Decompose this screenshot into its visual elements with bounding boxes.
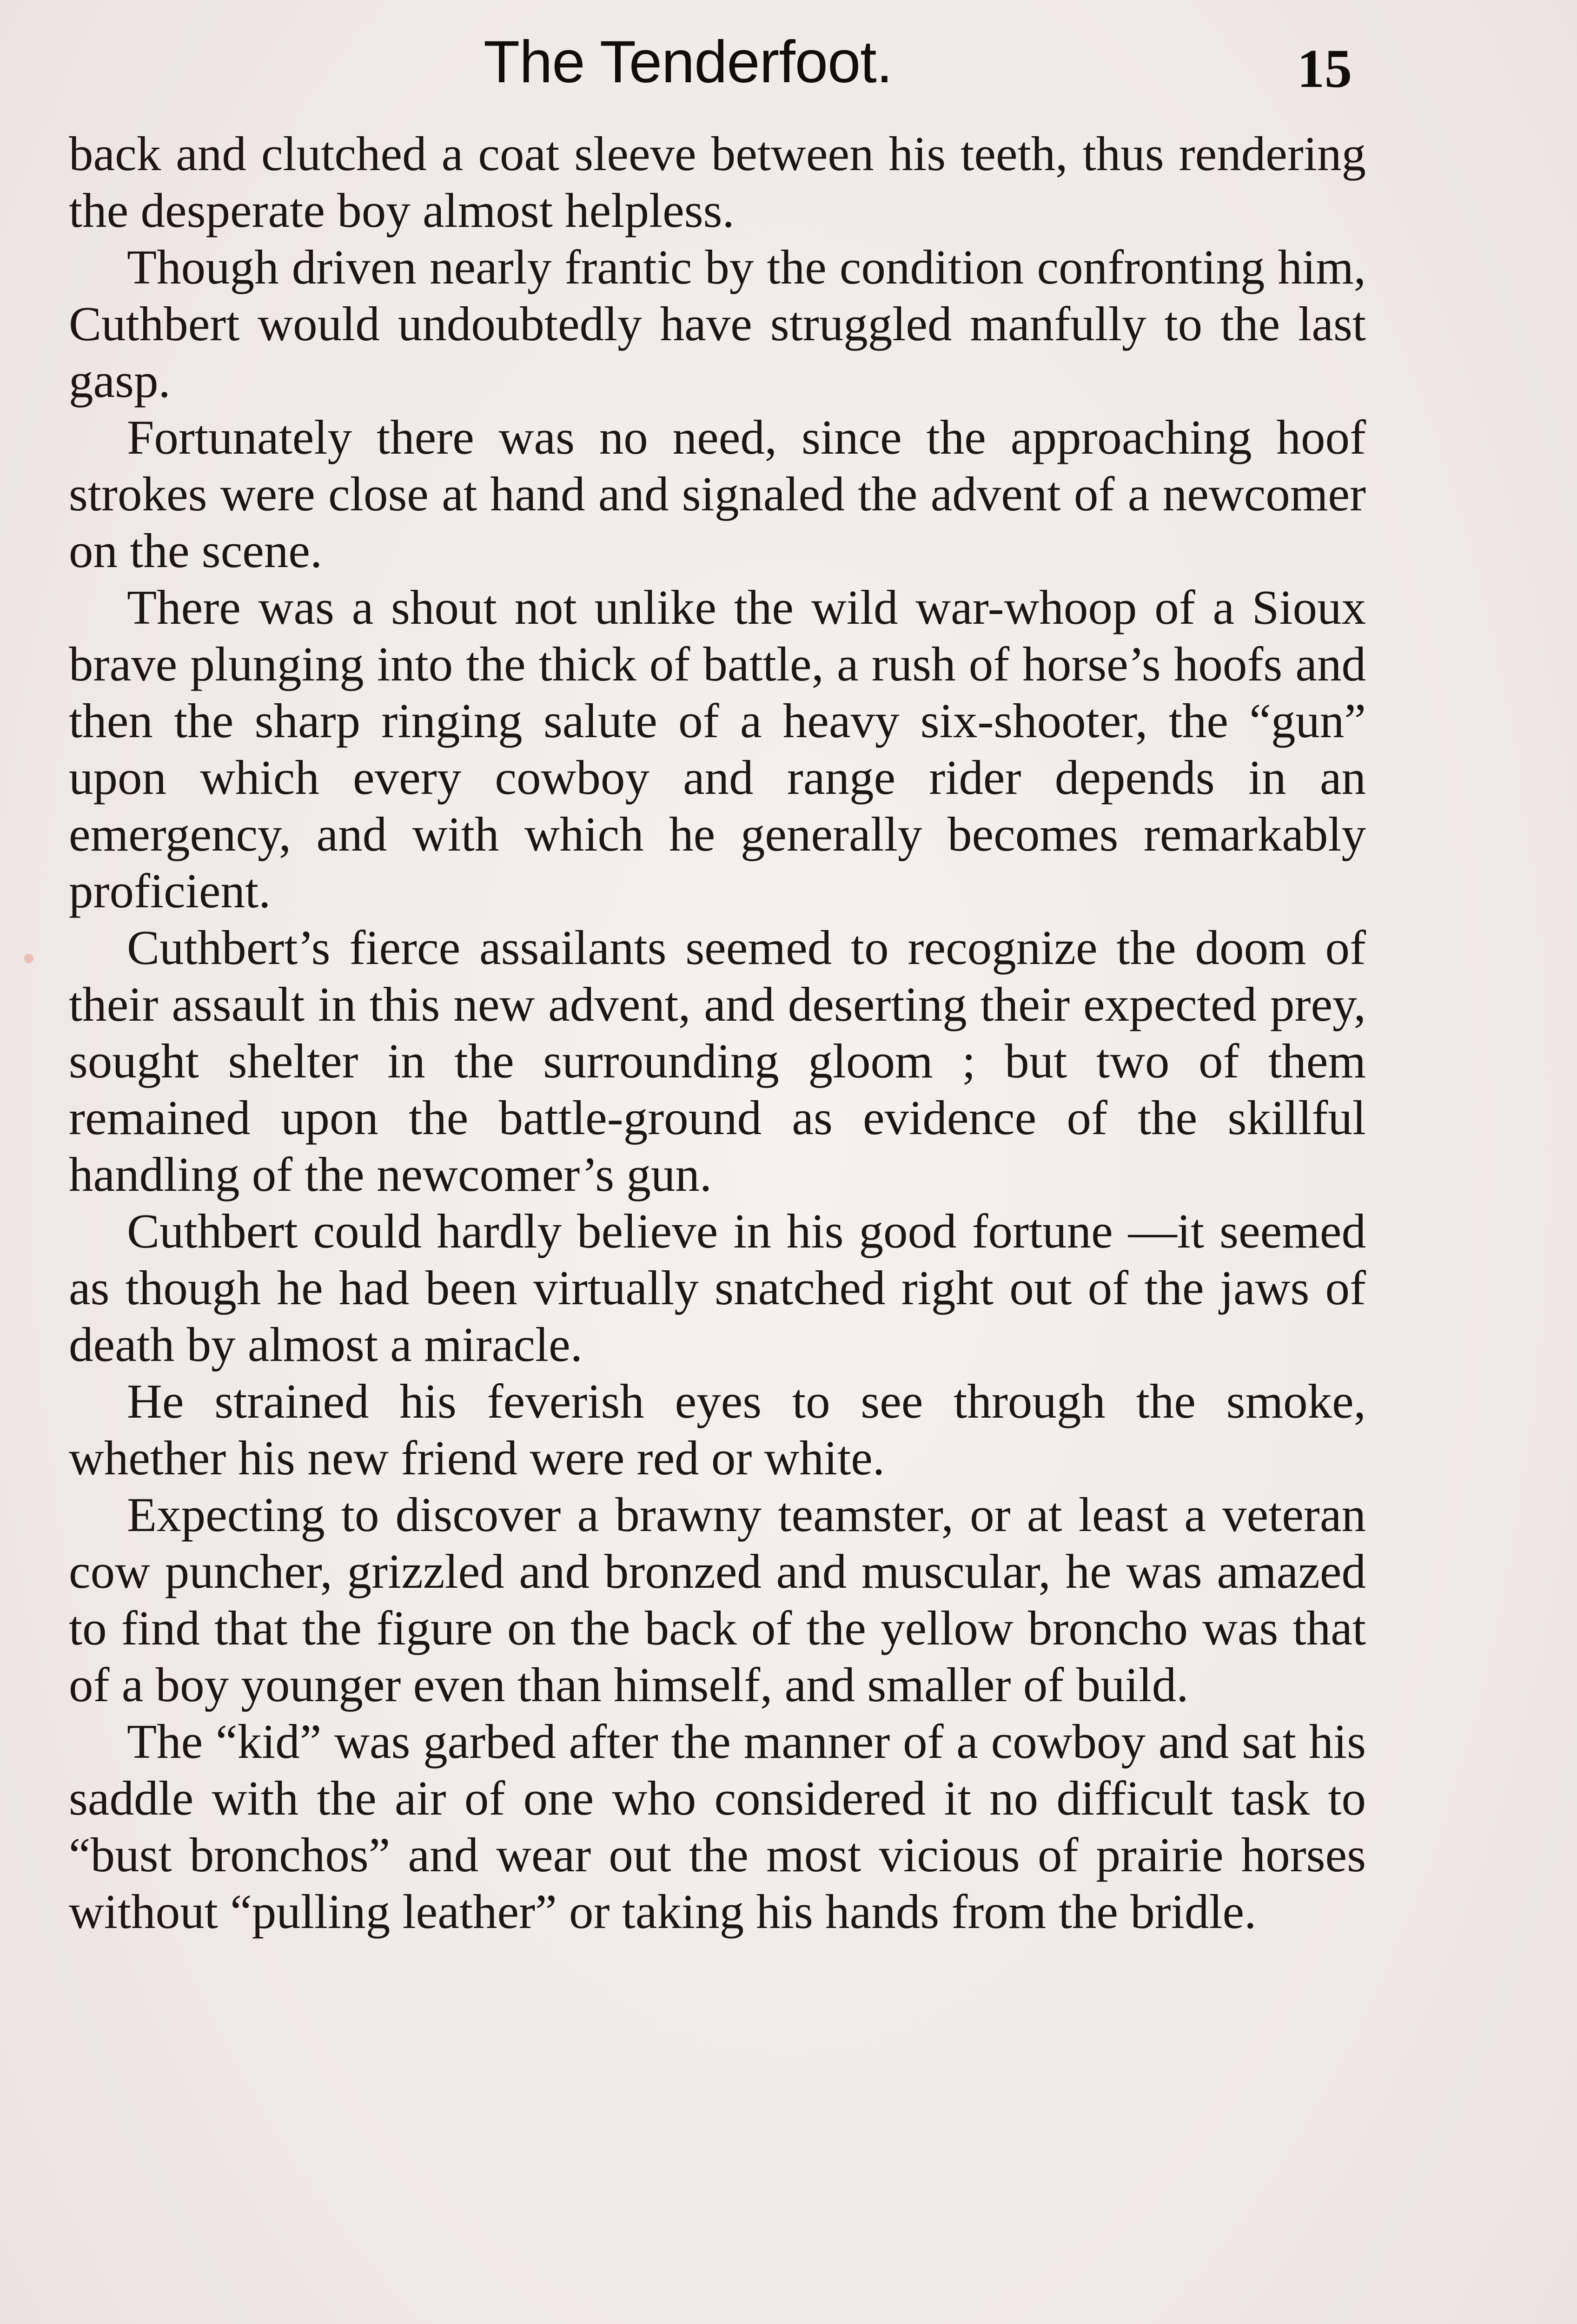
- paragraph-3: Fortunately there was no need, since the approaching hoof strokes were close at hand and signaled the advent of a newcomer on the scene.: [69, 410, 1366, 578]
- paragraph-2: Though driven nearly frantic by the condition confronting him, Cuthbert would undoubtedly have struggled manfully to the last gasp.: [69, 240, 1366, 408]
- paper-speck: [24, 954, 33, 963]
- page-number: 15: [1297, 38, 1352, 99]
- paragraph-1: back and clutched a coat sleeve between his teeth, thus rendering the desperate boy almost helpless.: [69, 126, 1366, 238]
- paragraph-7: He strained his feverish eyes to see through the smoke, whether his new friend were red or white.: [69, 1374, 1366, 1485]
- running-head-title: The Tenderfoot.: [484, 29, 893, 95]
- paragraph-8: Expecting to discover a brawny teamster, or at least a veteran cow puncher, grizzled and bronzed and muscular, he was amazed to find that the figure on the back of the yellow broncho was that of a boy younger even than himself, and smaller of build.: [69, 1487, 1366, 1712]
- paragraph-6: Cuthbert could hardly believe in his good fortune —it seemed as though he had been virtually snatched right out of the jaws of death by almost a miracle.: [69, 1204, 1366, 1372]
- body-text: [69, 125, 1366, 1940]
- running-head: [0, 19, 1577, 112]
- paragraph-4: There was a shout not unlike the wild war-whoop of a Sioux brave plunging into the thick of battle, a rush of horse’s hoofs and then the sharp ringing salute of a heavy six-shooter, the “gun” upon which every cowboy and range rider depends in an emergency, and with which he generally becomes remarkably proficient.: [69, 580, 1366, 918]
- paragraph-9: The “kid” was garbed after the manner of a cowboy and sat his saddle with the air of one who considered it no difficult task to “bust bronchos” and wear out the most vicious of prairie horses without “pulling leather” or taking his hands from the bridle.: [69, 1714, 1366, 1939]
- paragraph-5: Cuthbert’s fierce assailants seemed to recognize the doom of their assault in this new advent, and deserting their expected prey, sought shelter in the surrounding gloom ; but two of them remained upon the battle-ground as evidence of the skillful handling of the newcomer’s gun.: [69, 920, 1366, 1202]
